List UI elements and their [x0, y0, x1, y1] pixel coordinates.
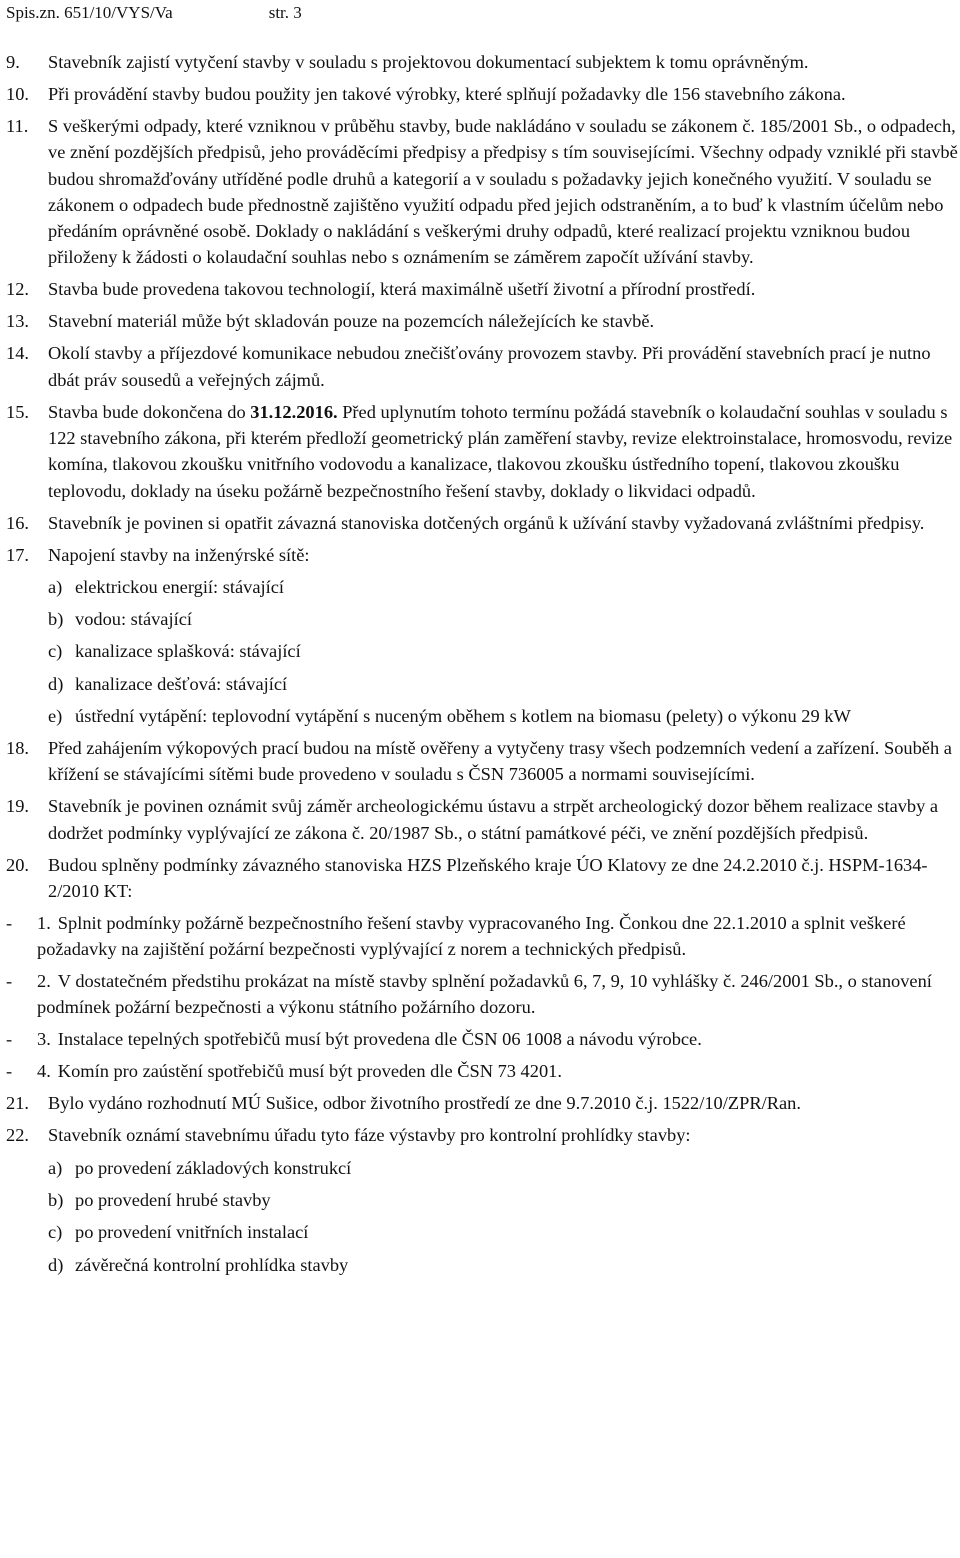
sub-item-text: po provedení vnitřních instalací — [75, 1222, 309, 1243]
item-number: 21. — [6, 1093, 29, 1114]
item-text: Stavba bude provedena takovou technologií, která maximálně ušetří životní a přírodní prostředí. — [48, 279, 756, 300]
item-text: Stavební materiál může být skladován pouze na pozemcích náležejících ke stavbě. — [48, 311, 655, 332]
sub-item-label: e) — [48, 706, 63, 727]
item-text: Stavebník je povinen si opatřit závazná stanoviska dotčených orgánů k užívání stavby vyžadovaná zvláštními předpisy. — [48, 512, 925, 533]
item-number: 11. — [6, 115, 29, 136]
sub-item-label: d) — [48, 673, 64, 694]
list-item-14 — [6, 340, 958, 393]
item-number: 22. — [6, 1125, 29, 1146]
item-number: 9. — [6, 52, 20, 72]
condition-number: 4. — [37, 1061, 51, 1082]
item-text: Při provádění stavby budou použity jen takové výrobky, které splňují požadavky dle 156 stavebního zákona. — [48, 83, 846, 104]
dash-bullet: - — [6, 912, 13, 933]
sub-item — [48, 606, 958, 632]
list-item-22 — [6, 1122, 958, 1277]
sub-item-text: ústřední vytápění: teplovodní vytápění s nuceným oběhem s kotlem na biomasu (pelety) o výkonu 29 kW — [75, 706, 851, 727]
item-number: 10. — [6, 83, 29, 104]
sub-item — [48, 1252, 958, 1278]
item-text: Stavebník je povinen oznámit svůj záměr archeologickému ústavu a strpět archeologický dozor během realizace stavby a dodržet podmínky vyplývající ze zákona č. 20/1987 Sb., o státní památkové péči, ve znění pozdějších předpisů. — [48, 796, 939, 843]
condition-text: Komín pro zaústění spotřebičů musí být proveden dle ČSN 73 4201. — [57, 1061, 562, 1082]
item-number: 13. — [6, 311, 29, 332]
sub-item — [48, 671, 958, 697]
list-item-19 — [6, 793, 958, 846]
item-text: Budou splněny podmínky závazného stanoviska HZS Plzeňského kraje ÚO Klatovy ze dne 24.2.2010 č.j. HSPM-1634-2/2010 KT: — [48, 854, 928, 901]
fire-condition-item — [6, 1058, 958, 1084]
list-item-12 — [6, 276, 958, 302]
sub-item-label: a) — [48, 1157, 63, 1178]
document-body — [6, 49, 958, 1284]
list-item-16 — [6, 510, 958, 536]
sub-item — [48, 1219, 958, 1245]
item-text: Před zahájením výkopových prací budou na místě ověřeny a vytyčeny trasy všech podzemních vedení a zařízení. Souběh a křížení se stávajícími sítěmi bude provedeno v souladu s ČSN 736005 a normami souvisejícími. — [48, 738, 952, 785]
page-number: str. 3 — [268, 3, 302, 22]
item-text: Napojení stavby na inženýrské sítě: — [48, 544, 310, 565]
item-number: 16. — [6, 512, 29, 533]
list-item-13 — [6, 308, 958, 334]
completion-date: 31.12.2016. — [250, 401, 338, 422]
sub-item — [48, 1187, 958, 1213]
item-text: Stavebník oznámí stavebnímu úřadu tyto fáze výstavby pro kontrolní prohlídky stavby: — [48, 1125, 691, 1146]
dash-bullet: - — [6, 1061, 13, 1082]
sub-item-label: b) — [48, 609, 64, 630]
list-item-11 — [6, 113, 958, 271]
item-number: 18. — [6, 738, 29, 759]
list-item-18 — [6, 735, 958, 788]
item-text: S veškerými odpady, které vzniknou v průběhu stavby, bude nakládáno v souladu se zákonem č. 185/2001 Sb., o odpadech, ve znění pozdějších předpisů, jeho prováděcími předpisy a předpisy s tím souvisejícími. Všechny odpady vzniklé při stavbě budou shromažďovány utříděné podle druhů a kategorií a v souladu s požadavky jejich konečného využití. V souladu se zákonem o odpadech bude přednostně zajištěno využití odpadu před jejich odstraněním, a to buď k vlastním účelům nebo předáním oprávněné osobě. Doklady o nakládání s veškerými druhy odpadů, které realizací projektu vzniknou budou přiloženy k žádosti o kolaudační souhlas nebo s oznámením se záměrem započít užívání stavby. — [48, 115, 958, 268]
item-number: 14. — [6, 343, 29, 364]
dash-bullet: - — [6, 1029, 13, 1050]
item-number: 20. — [6, 854, 29, 875]
condition-number: 2. — [37, 971, 51, 992]
sub-item-label: c) — [48, 1222, 63, 1243]
condition-text: Splnit podmínky požárně bezpečnostního řešení stavby vypracovaného Ing. Čonkou dne 22.1.2010 a splnit veškeré požadavky na zajištění požární bezpečnosti vyplývající z norem a technických předpisů. — [37, 912, 906, 960]
item-body — [48, 542, 958, 730]
item-text: Bylo vydáno rozhodnutí MÚ Sušice, odbor životního prostředí ze dne 9.7.2010 č.j. 1522/10/ZPR/Ran. — [48, 1093, 801, 1114]
sub-item-label: c) — [48, 641, 63, 662]
list-item-17 — [6, 542, 958, 730]
item-text — [48, 399, 958, 504]
list-item-9 — [6, 49, 958, 75]
sub-item-text: po provedení základových konstrukcí — [75, 1157, 352, 1178]
fire-condition-item — [6, 968, 958, 1021]
sub-item — [48, 638, 958, 664]
condition-text: V dostatečném předstihu prokázat na místě stavby splnění požadavků 6, 7, 9, 10 vyhlášky č. 246/2001 Sb., o stanovení podmínek požární bezpečnosti a výkonu státního požárního dozoru. — [37, 971, 932, 1018]
item-number: 19. — [6, 796, 29, 817]
sub-item-text: kanalizace dešťová: stávající — [75, 673, 288, 694]
item-number: 12. — [6, 279, 29, 300]
sub-item-label: a) — [48, 576, 63, 597]
item-text-post: Před uplynutím tohoto termínu požádá stavebník o kolaudační souhlas v souladu s 122 stavebního zákona, při kterém předloží geometrický plán zaměření stavby, revize elektroinstalace, hromosvodu, revize komína, tlakovou zkoušku vnitřního vodovodu a kanalizace, tlakovou zkoušku ústředního topení, tlakovou zkoušku teplovodu, doklady na úseku požárně bezpečnostního řešení stavby, doklady o likvidaci odpadů. — [48, 401, 953, 501]
list-item-20 — [6, 852, 958, 905]
item-text-pre: Stavba bude dokončena do — [48, 401, 251, 422]
file-reference: Spis.zn. 651/10/VYS/Va — [6, 3, 173, 22]
condition-text: Instalace tepelných spotřebičů musí být provedena dle ČSN 06 1008 a návodu výrobce. — [57, 1029, 702, 1050]
list-item-10 — [6, 81, 958, 107]
dash-bullet: - — [6, 971, 13, 992]
sub-item — [48, 1155, 958, 1181]
sub-item-text: vodou: stávající — [75, 609, 192, 630]
fire-condition-item — [6, 910, 958, 963]
condition-number: 3. — [37, 1029, 51, 1050]
sub-item — [48, 703, 958, 729]
fire-condition-item — [6, 1026, 958, 1052]
item-number: 17. — [6, 544, 29, 565]
sub-item-text: po provedení hrubé stavby — [75, 1189, 271, 1210]
sub-item — [48, 574, 958, 600]
sub-item-label: b) — [48, 1189, 64, 1210]
sub-item-text: kanalizace splašková: stávající — [75, 641, 301, 662]
item-number: 15. — [6, 401, 29, 422]
item-text: Stavebník zajistí vytyčení stavby v souladu s projektovou dokumentací subjektem k tomu oprávněným. — [48, 52, 809, 72]
list-item-21 — [6, 1090, 958, 1116]
sub-item-text: elektrickou energií: stávající — [75, 576, 285, 597]
condition-number: 1. — [37, 912, 51, 933]
sub-item-label: d) — [48, 1254, 64, 1275]
page-header — [6, 2, 302, 24]
item-text: Okolí stavby a příjezdové komunikace nebudou znečišťovány provozem stavby. Při provádění stavebních prací je nutno dbát práv sousedů a veřejných zájmů. — [48, 343, 931, 390]
item-body — [48, 1122, 958, 1277]
list-item-15 — [6, 399, 958, 504]
sub-item-text: závěrečná kontrolní prohlídka stavby — [75, 1254, 349, 1275]
